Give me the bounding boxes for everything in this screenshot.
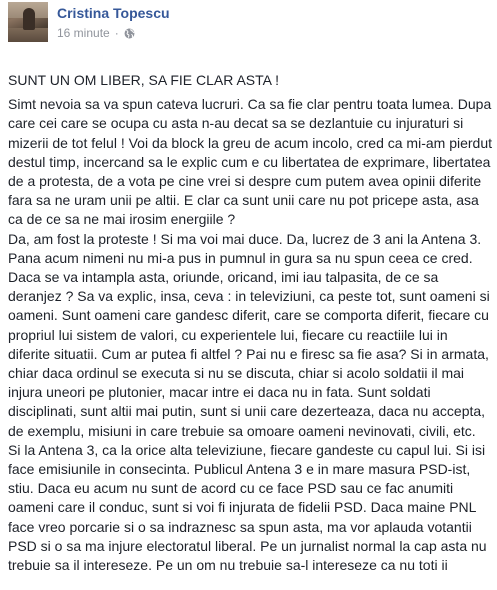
post-body: Simt nevoia sa va spun cateva lucruri. Ca sa fie clar pentru toata lumea. Dupa care cei care se ocupa cu asta n-au decat sa se dezlantuie cu injuraturi si mizerii de tot felul ! Voi da block la greu de acum incolo, cred ca mi-am pierdut destul timp, incercand sa le explic cum e cu libertatea de exprimare, libertatea de a protesta, de a vota pe cine vrei si despre cum putem avea opinii diferite fara sa ne uram unii pe altii. E clar ca sunt unii care nu pot pricepe asta, asa ca de ce sa ne mai irosim energiile ? Da, am fost la proteste ! Si ma voi mai duce. Da, lucrez de 3 ani la Antena 3. Pana acum nimeni nu mi-a pus in pumnul in gura sa nu spun ceea ce cred. Daca se va intampla asta, oriunde, oricand, imi iau talpasita, de ce sa deranjez ? Sa va explic, insa, ceva : in televiziuni, ca peste tot, sunt oameni si oameni. Sunt oameni care gandesc diferit, care se comporta diferit, fiecare cu propriul lui sistem de valori, cu experientele lui, fiecare cu reactiile lui in diferite situatii. Cum ar putea fi altfel ? Pai nu e firesc sa fie asa? Si in armata, chiar daca ordinul se executa si nu se discuta, chiar si acolo soldatii il mai injura uneori pe plutonier, macar intre ei daca nu in fata. Sunt soldati disciplinati, sunt altii mai putin, sunt si unii care dezerteaza, daca nu accepta, de exemplu, misiuni in care trebuie sa omoare oameni nevinovati, civili, etc. Si la Antena 3, ca la orice alta televiziune, fiecare gandeste cu capul lui. Si isi face emisiunile in consecinta. Publicul Antena 3 e in mare masura PSD-ist, stiu. Daca eu acum nu sunt de acord cu ce face PSD sau ce fac anumiti oameni care il conduc, sunt si voi fi injurata de fidelii PSD. Daca maine PNL face vreo porcarie si o sa indraznesc sa spun asta, ma vor aplauda votantii PSD si o sa ma injure electoratul liberal. Pe un jurnalist normal la cap asta nu trebuie sa il intereseze. Pe un om nu trebuie sa-l intereseze ca nu toti ii bbox=[8, 96, 493, 574]
separator-dot: · bbox=[114, 26, 119, 40]
post-timestamp[interactable]: 16 minute bbox=[57, 26, 110, 40]
time-row bbox=[57, 26, 170, 40]
avatar-ground bbox=[8, 28, 48, 42]
post-meta bbox=[57, 2, 170, 40]
avatar-figure bbox=[23, 8, 35, 30]
post-text bbox=[8, 71, 492, 575]
avatar[interactable] bbox=[8, 2, 48, 42]
post-header bbox=[8, 2, 170, 58]
post-headline: SUNT UN OM LIBER, SA FIE CLAR ASTA ! bbox=[8, 72, 279, 88]
globe-icon[interactable] bbox=[124, 28, 135, 39]
author-name[interactable]: Cristina Topescu bbox=[57, 5, 170, 21]
